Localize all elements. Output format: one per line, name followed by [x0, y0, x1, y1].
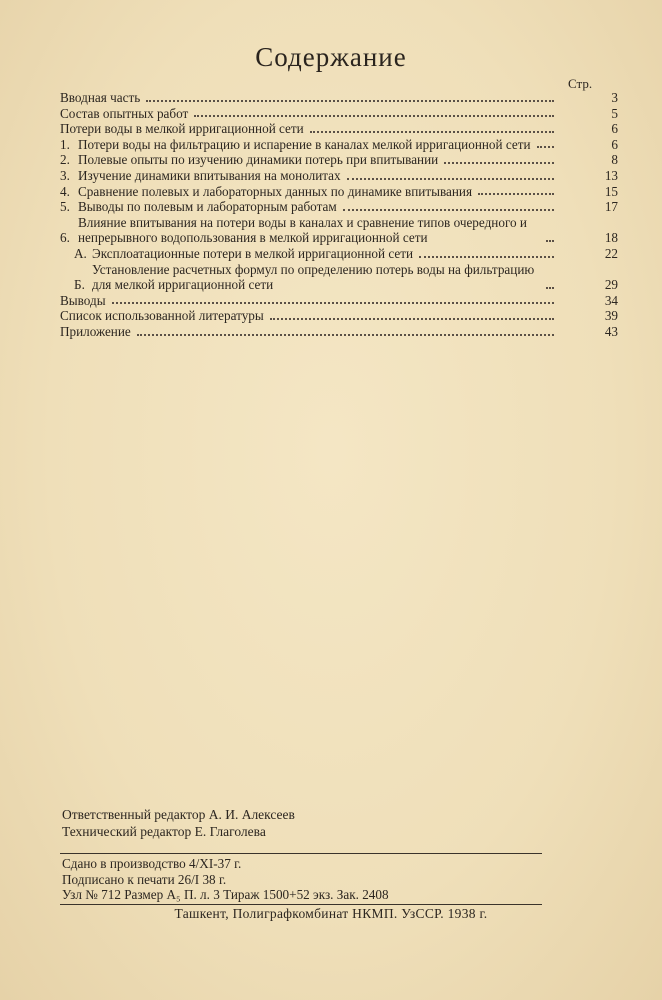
- dot-leader: [444, 162, 554, 164]
- toc-entry-conclusions[interactable]: [60, 292, 618, 309]
- dot-leader: [343, 209, 554, 211]
- toc-entry-subsection-a[interactable]: [60, 245, 618, 262]
- editorial-credits: [62, 806, 295, 840]
- toc-entry-number: 2.: [60, 152, 70, 168]
- toc-entry-page: 15: [604, 183, 618, 199]
- imprint-details: Узл № 712 Размер А₅ П. л. 3 Тираж 1500+52 экз. Зак. 2408: [62, 887, 389, 902]
- toc-entry-page: 6: [611, 121, 618, 137]
- toc-entry-section-3[interactable]: [60, 167, 618, 184]
- toc-entry-page: 5: [611, 105, 618, 121]
- toc-entry-text: Вводная часть: [60, 90, 141, 105]
- dot-leader: [112, 302, 554, 304]
- toc-entry-introduction[interactable]: [60, 90, 618, 106]
- dot-leader: [537, 146, 554, 148]
- toc-entry-text: Эксплоатационные потери в мелкой ирригационной сети: [92, 245, 414, 261]
- toc-entry-number: 5.: [60, 199, 70, 215]
- toc-entry-text: Изучение динамики впитывания на монолитах: [78, 167, 341, 183]
- toc-entry-text: Выводы: [60, 292, 106, 308]
- dot-leader: [546, 287, 554, 289]
- toc-entry-page: 29: [604, 277, 618, 293]
- toc-entry-page: 39: [604, 308, 618, 324]
- dot-leader: [270, 318, 554, 320]
- toc-entry-page: 43: [604, 323, 618, 339]
- toc-entry-number: 1.: [60, 136, 70, 152]
- toc-entry-number: Б.: [74, 277, 85, 293]
- toc-entry-text: Потери воды в мелкой ирригационной сети: [60, 121, 304, 137]
- toc-entry-page: 13: [604, 167, 618, 183]
- dot-leader: [419, 256, 554, 258]
- toc-entry-composition[interactable]: [60, 105, 618, 122]
- toc-entry-text: Выводы по полевым и лабораторным работам: [78, 199, 337, 215]
- toc-entry-number: А.: [74, 245, 87, 261]
- dot-leader: [137, 334, 554, 336]
- toc-entry-number: 6.: [60, 230, 70, 246]
- dot-leader: [310, 131, 554, 133]
- toc-entry-text: Установление расчетных формул по определению потерь воды на фильтрацию для мелкой ирригационной сети: [92, 261, 535, 293]
- dot-leader: [347, 178, 554, 180]
- page-column-label: Стр.: [568, 76, 593, 91]
- printing-imprint: [60, 853, 542, 905]
- toc-entry-page: 3: [611, 90, 618, 105]
- dot-leader: [546, 240, 554, 242]
- toc-entry-text: Состав опытных работ: [60, 105, 189, 121]
- toc-entry-page: 17: [604, 199, 618, 215]
- table-of-contents: [60, 90, 618, 340]
- toc-entry-section-5[interactable]: [60, 199, 618, 215]
- imprint-signed: Подписано к печати 26/I 38 г.: [62, 871, 227, 887]
- toc-entry-references[interactable]: [60, 308, 618, 324]
- page-title: Содержание: [255, 42, 407, 72]
- toc-entry-page: 18: [604, 230, 618, 246]
- toc-entry-text: Потери воды на фильтрацию и испарение в каналах мелкой ирригационной сети: [78, 136, 531, 152]
- toc-entry-number: 4.: [60, 183, 70, 199]
- toc-entry-appendix[interactable]: [60, 323, 618, 340]
- toc-entry-page: 6: [611, 136, 618, 152]
- toc-entry-section-1[interactable]: [60, 136, 618, 153]
- imprint-submitted: Сдано в производство 4/XI-37 г.: [62, 856, 242, 871]
- toc-entry-number: 3.: [60, 167, 70, 183]
- toc-entry-text: Список использованной литературы: [60, 308, 264, 324]
- toc-entry-section-4[interactable]: [60, 183, 618, 200]
- toc-entry-text: Влияние впитывания на потери воды в каналах и сравнение типов очередного и непрерывного водопользования в мелкой ирригационной сети: [78, 214, 527, 246]
- dot-leader: [146, 100, 554, 102]
- dot-leader: [478, 193, 554, 195]
- toc-entry-page: 34: [604, 292, 618, 308]
- toc-entry-page: 22: [604, 245, 618, 261]
- toc-entry-section-2[interactable]: [60, 152, 618, 168]
- toc-entry-text: Сравнение полевых и лабораторных данных по динамике впитывания: [78, 183, 473, 199]
- publisher-line: Ташкент, Полиграфкомбинат НКМП. УзССР. 1938 г.: [174, 906, 488, 921]
- toc-entry-water-losses[interactable]: [60, 121, 618, 137]
- technical-editor: Технический редактор Е. Глаголева: [62, 824, 266, 839]
- responsible-editor: Ответственный редактор А. И. Алексеев: [62, 807, 295, 822]
- toc-entry-text: Приложение: [60, 323, 131, 339]
- toc-entry-page: 8: [611, 152, 618, 168]
- dot-leader: [194, 115, 554, 117]
- toc-entry-text: Полевые опыты по изучению динамики потерь при впитывании: [78, 152, 439, 168]
- toc-entry-section-6[interactable]: [60, 214, 618, 246]
- toc-entry-subsection-b[interactable]: [60, 261, 618, 293]
